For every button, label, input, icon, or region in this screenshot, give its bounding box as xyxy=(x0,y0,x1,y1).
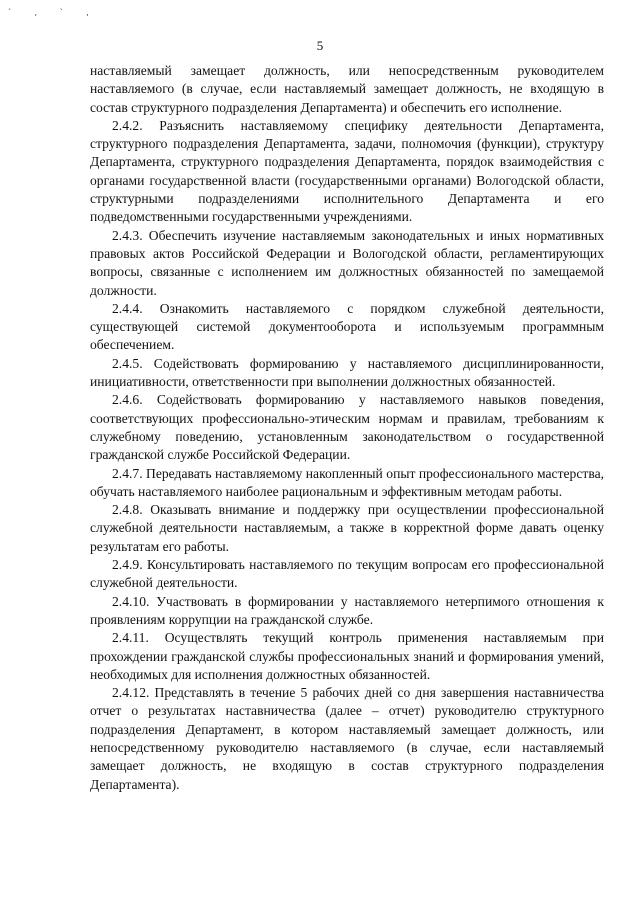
paragraph-2-4-2: 2.4.2. Разъяснить наставляемому специфику деятельности Департамента, структурного подразделения Департамента, задачи, полномочия (функции), структуру Департамента, структурного подразделения Департамента, порядок взаимодействия с органами государственной власти (государственными органами) Вологодской области, структурными подразделениями исполнительного Департамента и его подведомственными государственными учреждениями. xyxy=(90,117,604,225)
paragraph-2-4-11: 2.4.11. Осуществлять текущий контроль применения наставляемым при прохождении гражданской службы профессиональных знаний и формирования умений, необходимых для исполнения должностных обязанностей. xyxy=(90,630,604,682)
paragraph-2-4-9: 2.4.9. Консультировать наставляемого по текущим вопросам его профессиональной служебной деятельности. xyxy=(90,557,604,591)
paragraph-2-4-6: 2.4.6. Содействовать формированию у наставляемого навыков поведения, соответствующих профессионально-этическим нормам и правилам, требованиям к служебному поведению, установленным законодательством о государственной гражданской службе Российской Федерации. xyxy=(90,392,604,463)
paragraph-2-4-3: 2.4.3. Обеспечить изучение наставляемым законодательных и иных нормативных правовых актов Российской Федерации и Вологодской области, регламентирующих вопросы, связанные с исполнением им должностных обязанностей по замещаемой должности. xyxy=(90,227,604,298)
page-number: 5 xyxy=(316,38,324,53)
document-body xyxy=(90,62,604,794)
paragraph-2-4-5: 2.4.5. Содействовать формированию у наставляемого дисциплинированности, инициативности, ответственности при выполнении должностных обязанностей. xyxy=(90,355,604,390)
paragraph-2-4-8: 2.4.8. Оказывать внимание и поддержку при осуществлении профессиональной служебной деятельности наставляемым, а также в корректной форме давать оценку результатам его работы. xyxy=(90,502,604,554)
scan-artifacts: ` , ` , xyxy=(8,8,99,17)
paragraph-continuation: наставляемый замещает должность, или непосредственным руководителем наставляемого (в случае, если наставляемый замещает должность, не входящую в состав структурного подразделения Департамента) и обеспечить его исполнение. xyxy=(90,63,604,115)
paragraph-2-4-12: 2.4.12. Представлять в течение 5 рабочих дней со дня завершения наставничества отчет о результатах наставничества (далее – отчет) руководителю структурного подразделения Департамент, в котором наставляемый замещает должность, или непосредственному руководителю наставляемого (в случае, если наставляемый замещает должность, не входящую в состав структурного подразделения Департамента). xyxy=(90,685,604,792)
paragraph-2-4-7: 2.4.7. Передавать наставляемому накопленный опыт профессионального мастерства, обучать наставляемого наиболее рациональным и эффективным методам работы. xyxy=(90,465,604,499)
paragraph-2-4-10: 2.4.10. Участвовать в формировании у наставляемого нетерпимого отношения к проявлениям коррупции на гражданской службе. xyxy=(90,593,604,627)
paragraph-2-4-4: 2.4.4. Ознакомить наставляемого с порядком служебной деятельности, существующей системой документооборота и используемым программным обеспечением. xyxy=(90,300,604,353)
